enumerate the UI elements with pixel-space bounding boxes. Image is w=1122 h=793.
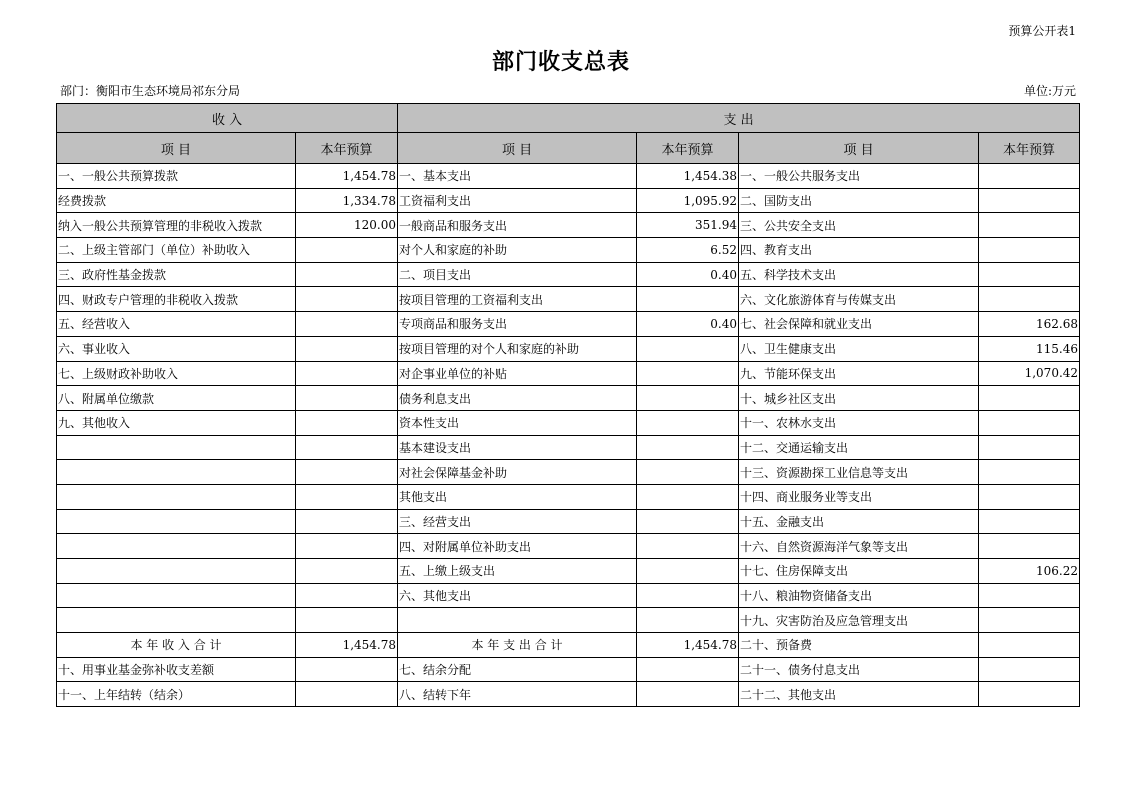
budget-cell xyxy=(979,509,1080,534)
col-header-item: 项 目 xyxy=(739,133,979,164)
table-row xyxy=(57,386,1080,411)
item-cell: 纳入一般公共预算管理的非税收入拨款 xyxy=(57,213,296,238)
page-title: 部门收支总表 xyxy=(491,49,630,75)
budget-cell xyxy=(296,361,398,386)
budget-cell: 0.40 xyxy=(637,312,739,337)
budget-cell xyxy=(979,238,1080,263)
budget-cell xyxy=(637,682,739,707)
item-cell: 十九、灾害防治及应急管理支出 xyxy=(739,608,979,633)
item-cell: 按项目管理的工资福利支出 xyxy=(398,287,637,312)
item-cell: 二十、预备费 xyxy=(739,633,979,658)
budget-cell xyxy=(296,435,398,460)
budget-cell xyxy=(637,484,739,509)
item-cell: 一、一般公共服务支出 xyxy=(739,164,979,189)
table-row xyxy=(57,361,1080,386)
item-cell: 五、上缴上级支出 xyxy=(398,559,637,584)
budget-cell: 1,454.78 xyxy=(296,164,398,189)
table-row xyxy=(57,633,1080,658)
item-cell: 十四、商业服务业等支出 xyxy=(739,484,979,509)
header-row-sections xyxy=(57,104,1080,133)
item-cell: 十八、粮油物资储备支出 xyxy=(739,583,979,608)
budget-cell xyxy=(637,386,739,411)
budget-cell: 1,454.78 xyxy=(296,633,398,658)
budget-cell xyxy=(296,410,398,435)
item-cell: 八、卫生健康支出 xyxy=(739,336,979,361)
table-row xyxy=(57,287,1080,312)
budget-cell xyxy=(637,559,739,584)
item-cell: 八、结转下年 xyxy=(398,682,637,707)
budget-cell xyxy=(637,361,739,386)
table-row xyxy=(57,583,1080,608)
table-row xyxy=(57,410,1080,435)
budget-cell xyxy=(979,534,1080,559)
col-header-budget: 本年预算 xyxy=(979,133,1080,164)
expense-header: 支 出 xyxy=(398,104,1080,133)
budget-cell xyxy=(979,262,1080,287)
item-cell: 十、城乡社区支出 xyxy=(739,386,979,411)
budget-cell xyxy=(296,312,398,337)
table-row xyxy=(57,608,1080,633)
table-row xyxy=(57,509,1080,534)
budget-cell xyxy=(979,583,1080,608)
budget-cell xyxy=(296,608,398,633)
item-cell: 资本性支出 xyxy=(398,410,637,435)
budget-cell xyxy=(296,287,398,312)
item-cell xyxy=(57,460,296,485)
budget-cell xyxy=(637,435,739,460)
item-cell: 二十一、债务付息支出 xyxy=(739,657,979,682)
table-row xyxy=(57,460,1080,485)
item-cell: 二、项目支出 xyxy=(398,262,637,287)
budget-cell xyxy=(637,336,739,361)
table-body xyxy=(57,164,1080,707)
item-cell: 六、文化旅游体育与传媒支出 xyxy=(739,287,979,312)
budget-cell xyxy=(979,657,1080,682)
item-cell: 八、附属单位缴款 xyxy=(57,386,296,411)
col-header-item: 项 目 xyxy=(57,133,296,164)
budget-cell: 1,454.78 xyxy=(637,633,739,658)
item-cell: 对社会保障基金补助 xyxy=(398,460,637,485)
item-cell: 三、经营支出 xyxy=(398,509,637,534)
item-cell: 七、结余分配 xyxy=(398,657,637,682)
budget-cell xyxy=(296,336,398,361)
item-cell: 四、对附属单位补助支出 xyxy=(398,534,637,559)
budget-cell xyxy=(979,633,1080,658)
budget-cell xyxy=(979,188,1080,213)
form-number: 预算公开表1 xyxy=(1008,24,1076,38)
item-cell: 九、节能环保支出 xyxy=(739,361,979,386)
table-row xyxy=(57,682,1080,707)
header-row-columns xyxy=(57,133,1080,164)
table-row xyxy=(57,262,1080,287)
item-cell: 二、国防支出 xyxy=(739,188,979,213)
budget-cell xyxy=(296,509,398,534)
item-cell: 三、政府性基金拨款 xyxy=(57,262,296,287)
item-cell: 六、其他支出 xyxy=(398,583,637,608)
item-cell: 一般商品和服务支出 xyxy=(398,213,637,238)
table-row xyxy=(57,435,1080,460)
table-row xyxy=(57,336,1080,361)
item-cell: 十六、自然资源海洋气象等支出 xyxy=(739,534,979,559)
budget-cell xyxy=(979,682,1080,707)
budget-cell: 351.94 xyxy=(637,213,739,238)
budget-cell: 1,334.78 xyxy=(296,188,398,213)
item-cell: 九、其他收入 xyxy=(57,410,296,435)
table-row xyxy=(57,164,1080,189)
budget-cell: 1,454.38 xyxy=(637,164,739,189)
budget-cell xyxy=(296,484,398,509)
item-cell xyxy=(57,509,296,534)
budget-cell xyxy=(296,583,398,608)
item-cell: 十、用事业基金弥补收支差额 xyxy=(57,657,296,682)
item-cell: 十五、金融支出 xyxy=(739,509,979,534)
item-cell: 对企事业单位的补贴 xyxy=(398,361,637,386)
col-header-item: 项 目 xyxy=(398,133,637,164)
budget-cell xyxy=(979,460,1080,485)
item-cell: 六、事业收入 xyxy=(57,336,296,361)
item-cell: 十三、资源勘探工业信息等支出 xyxy=(739,460,979,485)
budget-cell xyxy=(296,238,398,263)
item-cell xyxy=(57,608,296,633)
budget-cell: 115.46 xyxy=(979,336,1080,361)
item-cell: 专项商品和服务支出 xyxy=(398,312,637,337)
budget-cell xyxy=(979,164,1080,189)
budget-cell xyxy=(979,213,1080,238)
budget-cell: 1,095.92 xyxy=(637,188,739,213)
item-cell: 五、经营收入 xyxy=(57,312,296,337)
income-header: 收 入 xyxy=(57,104,398,133)
budget-cell xyxy=(979,484,1080,509)
budget-cell xyxy=(637,657,739,682)
table-row xyxy=(57,484,1080,509)
item-cell: 按项目管理的对个人和家庭的补助 xyxy=(398,336,637,361)
budget-cell xyxy=(296,657,398,682)
budget-cell xyxy=(637,460,739,485)
item-cell: 债务利息支出 xyxy=(398,386,637,411)
item-cell: 七、社会保障和就业支出 xyxy=(739,312,979,337)
budget-cell: 106.22 xyxy=(979,559,1080,584)
budget-cell xyxy=(637,509,739,534)
table-row xyxy=(57,188,1080,213)
item-cell: 四、教育支出 xyxy=(739,238,979,263)
item-cell: 基本建设支出 xyxy=(398,435,637,460)
budget-cell xyxy=(296,534,398,559)
item-cell: 十一、上年结转（结余） xyxy=(57,682,296,707)
table-row xyxy=(57,238,1080,263)
budget-cell xyxy=(979,608,1080,633)
budget-cell xyxy=(979,287,1080,312)
item-cell xyxy=(57,559,296,584)
item-cell: 四、财政专户管理的非税收入拨款 xyxy=(57,287,296,312)
item-cell xyxy=(57,583,296,608)
budget-cell: 1,070.42 xyxy=(979,361,1080,386)
budget-cell xyxy=(296,682,398,707)
item-cell xyxy=(398,608,637,633)
table-row xyxy=(57,312,1080,337)
budget-cell: 0.40 xyxy=(637,262,739,287)
budget-cell xyxy=(296,262,398,287)
item-cell: 其他支出 xyxy=(398,484,637,509)
item-cell xyxy=(57,534,296,559)
item-cell: 对个人和家庭的补助 xyxy=(398,238,637,263)
budget-cell xyxy=(979,435,1080,460)
item-cell xyxy=(57,435,296,460)
table-row xyxy=(57,534,1080,559)
item-cell: 本 年 支 出 合 计 xyxy=(398,633,637,658)
budget-cell xyxy=(637,534,739,559)
budget-cell xyxy=(637,287,739,312)
budget-cell xyxy=(296,460,398,485)
item-cell: 二、上级主管部门（单位）补助收入 xyxy=(57,238,296,263)
budget-cell xyxy=(637,608,739,633)
budget-cell xyxy=(637,410,739,435)
item-cell: 一、基本支出 xyxy=(398,164,637,189)
budget-cell xyxy=(296,386,398,411)
budget-cell xyxy=(979,410,1080,435)
item-cell: 工资福利支出 xyxy=(398,188,637,213)
table-row xyxy=(57,657,1080,682)
budget-cell: 6.52 xyxy=(637,238,739,263)
budget-cell xyxy=(296,559,398,584)
item-cell: 五、科学技术支出 xyxy=(739,262,979,287)
table-row xyxy=(57,213,1080,238)
item-cell: 十七、住房保障支出 xyxy=(739,559,979,584)
budget-cell xyxy=(637,583,739,608)
item-cell xyxy=(57,484,296,509)
item-cell: 十一、农林水支出 xyxy=(739,410,979,435)
budget-cell: 120.00 xyxy=(296,213,398,238)
item-cell: 二十二、其他支出 xyxy=(739,682,979,707)
item-cell: 经费拨款 xyxy=(57,188,296,213)
budget-table xyxy=(56,103,1080,707)
budget-cell xyxy=(979,386,1080,411)
item-cell: 本 年 收 入 合 计 xyxy=(57,633,296,658)
table-row xyxy=(57,559,1080,584)
department-label: 部门：衡阳市生态环境局祁东分局 xyxy=(60,84,241,98)
item-cell: 一、一般公共预算拨款 xyxy=(57,164,296,189)
unit-label: 单位:万元 xyxy=(1023,84,1076,98)
col-header-budget: 本年预算 xyxy=(637,133,739,164)
item-cell: 三、公共安全支出 xyxy=(739,213,979,238)
item-cell: 十二、交通运输支出 xyxy=(739,435,979,460)
col-header-budget: 本年预算 xyxy=(296,133,398,164)
budget-cell: 162.68 xyxy=(979,312,1080,337)
item-cell: 七、上级财政补助收入 xyxy=(57,361,296,386)
